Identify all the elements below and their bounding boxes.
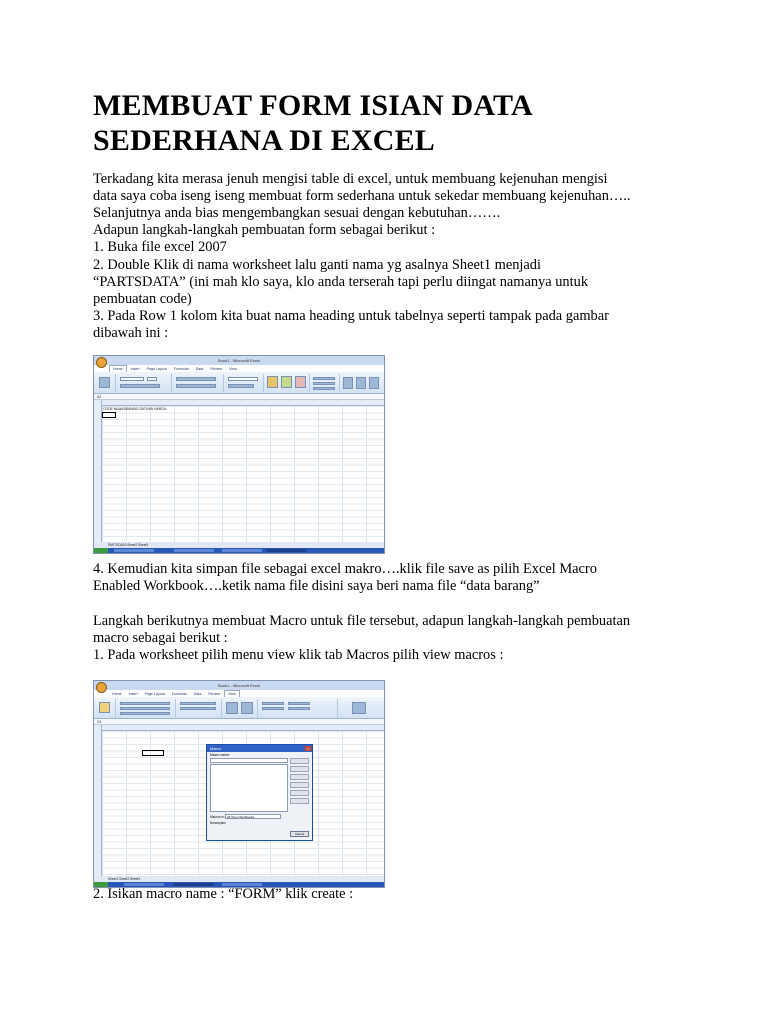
- text-line: Selanjutnya anda bias mengembangkan sesuai dengan kebutuhan…….: [93, 205, 501, 222]
- text-line: pembuatan code): [93, 290, 192, 307]
- sheet-tabs: Sheet1 Sheet2 Sheet3: [94, 876, 384, 882]
- tab-view: View: [229, 367, 237, 371]
- tab-page-layout: Page Layout: [144, 692, 165, 696]
- tab-insert: Insert: [128, 692, 138, 696]
- ribbon: [94, 697, 384, 719]
- text-line: 4. Kemudian kita simpan file sebagai excel makro….klik file save as pilih Excel Macro: [93, 561, 597, 577]
- text-line: Adapun langkah-langkah pembuatan form sebagai berikut :: [93, 222, 436, 239]
- text-line: Enabled Workbook….ketik nama file disini saya beri nama file “data barang”: [93, 578, 540, 595]
- text-line: 2. Isikan macro name : “FORM” klik create :: [93, 886, 354, 902]
- description-label: Description: [210, 821, 226, 825]
- worksheet-grid: [94, 400, 384, 542]
- tab-review: Review: [208, 692, 221, 696]
- tab-formulas: Formulas: [173, 367, 189, 371]
- macro-list[interactable]: [210, 764, 288, 812]
- excel-screenshot-headers: [93, 355, 385, 554]
- ribbon-tabs: [109, 690, 384, 697]
- tab-formulas: Formulas: [171, 692, 187, 696]
- text-line: Langkah berikutnya membuat Macro untuk file tersebut, adapun langkah-langkah pembuatan: [93, 613, 631, 629]
- sheet-tabs: PARTSDATA Sheet2 Sheet3: [94, 542, 384, 548]
- ribbon: [94, 372, 384, 394]
- macro-name-label: Macro name:: [210, 753, 230, 757]
- page-title: MEMBUAT FORM ISIAN DATA SEDERHANA DI EXCEL: [93, 89, 532, 157]
- text-line: dibawah ini :: [93, 324, 169, 341]
- name-box: C4: [94, 719, 384, 725]
- tab-review: Review: [210, 367, 223, 371]
- dialog-title: Macro: [207, 745, 312, 752]
- ribbon-tabs: [109, 365, 384, 372]
- window-title: Book1 - Microsoft Excel: [94, 356, 384, 365]
- text-line: data saya coba iseng iseng membuat form sederhana untuk sekedar membuang kejenuhan…..: [93, 188, 631, 205]
- tab-data: Data: [195, 367, 204, 371]
- text-line: 1. Buka file excel 2007: [93, 239, 227, 256]
- macros-in-select[interactable]: All Open Workbooks: [225, 814, 281, 819]
- tab-page-layout: Page Layout: [146, 367, 167, 371]
- tab-insert: Insert: [130, 367, 140, 371]
- text-line: “PARTSDATA” (ini mah klo saya, klo anda terserah tapi perlu diingat namanya untuk: [93, 273, 589, 290]
- cancel-button[interactable]: Cancel: [290, 831, 309, 837]
- taskbar: [94, 548, 384, 553]
- tab-data: Data: [193, 692, 202, 696]
- tab-home: Home: [112, 692, 122, 696]
- name-box: A2: [94, 394, 384, 400]
- text-line: 3. Pada Row 1 kolom kita buat nama heading untuk tabelnya seperti tampak pada gambar: [93, 307, 609, 324]
- text-line: 1. Pada worksheet pilih menu view klik tab Macros pilih view macros :: [93, 647, 504, 664]
- office-button-icon: [96, 357, 107, 368]
- text-line: macro sebagai berikut :: [93, 630, 228, 647]
- text-line: 2. Double Klik di nama worksheet lalu ganti nama yg asalnya Sheet1 menjadi: [93, 256, 541, 273]
- header-row: CODE NAMA BARANG SATUAN HARGA: [103, 407, 167, 411]
- close-icon[interactable]: ×: [306, 746, 310, 751]
- text-line: Terkadang kita merasa jenuh mengisi table di excel, untuk membuang kejenuhan mengisi: [93, 171, 608, 187]
- tab-home: Home: [109, 365, 127, 373]
- macro-name-input[interactable]: [210, 758, 288, 763]
- office-button-icon: [96, 682, 107, 693]
- window-title: Book1 - Microsoft Excel: [94, 681, 384, 690]
- macros-in-label: Macros in:: [210, 815, 225, 819]
- tab-view: View: [224, 690, 240, 698]
- excel-screenshot-macro-dialog: [93, 680, 385, 888]
- macro-dialog: [206, 744, 313, 841]
